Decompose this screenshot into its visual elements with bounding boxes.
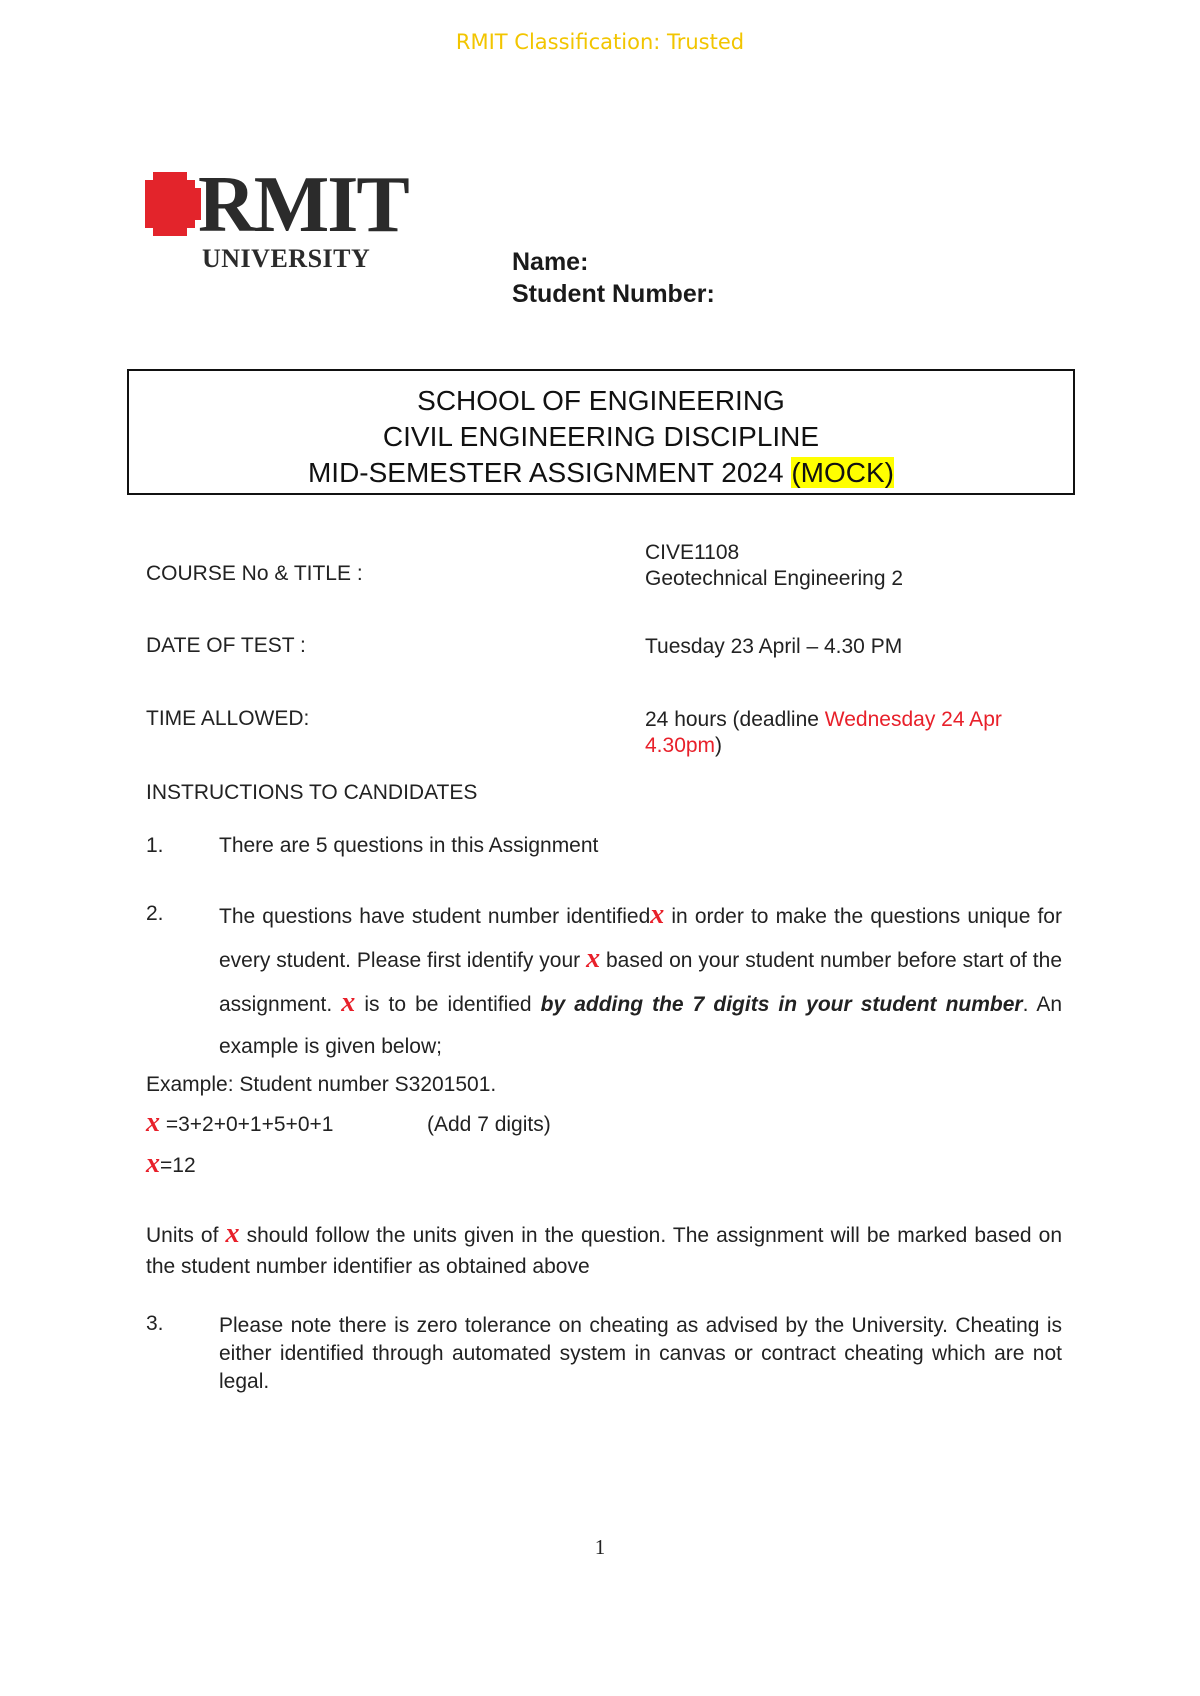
title-box bbox=[127, 369, 1075, 495]
deadline-time: 4.30pm bbox=[645, 734, 716, 757]
item1-text: There are 5 questions in this Assignment bbox=[219, 834, 599, 857]
classification-label: RMIT Classification: Trusted bbox=[455, 30, 745, 54]
date-label: DATE OF TEST : bbox=[146, 634, 306, 657]
course-code: CIVE1108 bbox=[645, 541, 740, 564]
item2-part-c: based on your student number before start of the assignment. bbox=[219, 949, 1062, 1016]
item3-text: Please note there is zero tolerance on cheating as advised by the University. Cheating is either identified through automated system in canvas or contract cheating which are not legal. bbox=[219, 1314, 1062, 1393]
units-note-a: Units of bbox=[146, 1224, 226, 1247]
instructions-heading: INSTRUCTIONS TO CANDIDATES bbox=[146, 781, 478, 804]
course-label: COURSE No & TITLE : bbox=[146, 562, 363, 585]
example-note: (Add 7 digits) bbox=[427, 1113, 551, 1136]
course-value bbox=[645, 540, 903, 592]
item2-part-d: is to be identified bbox=[355, 993, 541, 1016]
item1-number: 1. bbox=[146, 834, 164, 857]
date-value: Tuesday 23 April – 4.30 PM bbox=[645, 635, 903, 658]
rmit-logo-wordmark: RMIT bbox=[198, 161, 408, 249]
x-symbol: x bbox=[650, 899, 665, 930]
item2-part-e: . An example is given below; bbox=[219, 993, 1063, 1058]
x-symbol: x bbox=[146, 1107, 160, 1138]
time-label: TIME ALLOWED: bbox=[146, 707, 310, 730]
school-title: SCHOOL OF ENGINEERING bbox=[417, 385, 785, 416]
example-result-text: =12 bbox=[160, 1154, 196, 1177]
rmit-logo-dot bbox=[145, 170, 203, 238]
assignment-title-text: MID-SEMESTER ASSIGNMENT 2024 bbox=[307, 457, 784, 488]
x-symbol: x bbox=[146, 1148, 160, 1179]
item3-number: 3. bbox=[146, 1312, 164, 1335]
time-value bbox=[645, 707, 1075, 759]
discipline-title: CIVIL ENGINEERING DISCIPLINE bbox=[382, 421, 820, 452]
x-symbol: x bbox=[586, 943, 601, 974]
units-note-b: should follow the units given in the question. The assignment will be marked based on the student number identifier as obtained above bbox=[146, 1224, 1062, 1278]
assignment-title bbox=[129, 455, 1073, 491]
student-number-label: Student Number: bbox=[512, 280, 715, 308]
example-result bbox=[146, 1148, 196, 1180]
time-value-prefix: 24 hours (deadline bbox=[645, 708, 825, 731]
course-title: Geotechnical Engineering 2 bbox=[645, 567, 904, 590]
example-sum bbox=[146, 1107, 333, 1139]
x-symbol: x bbox=[341, 987, 356, 1018]
example-line: Example: Student number S3201501. bbox=[146, 1073, 497, 1096]
deadline-day: Wednesday 24 Apr bbox=[824, 708, 1002, 731]
rmit-logo-subtitle: UNIVERSITY bbox=[202, 244, 371, 273]
time-value-suffix: ) bbox=[715, 734, 723, 757]
mock-highlight: (MOCK) bbox=[791, 457, 895, 488]
item2-number: 2. bbox=[146, 902, 164, 925]
page-number: 1 bbox=[594, 1535, 606, 1559]
item2-bold: by adding the 7 digits in your student number bbox=[540, 993, 1023, 1016]
item2-part-b: in order to make the questions unique for every student. Please first identify your bbox=[219, 905, 1062, 972]
x-symbol: x bbox=[225, 1218, 240, 1249]
units-note bbox=[146, 1218, 1062, 1282]
name-label: Name: bbox=[512, 248, 589, 276]
example-sum-text: =3+2+0+1+5+0+1 bbox=[160, 1113, 334, 1136]
item2-part-a: The questions have student number identified bbox=[219, 905, 651, 928]
item2-text bbox=[219, 894, 1062, 1068]
